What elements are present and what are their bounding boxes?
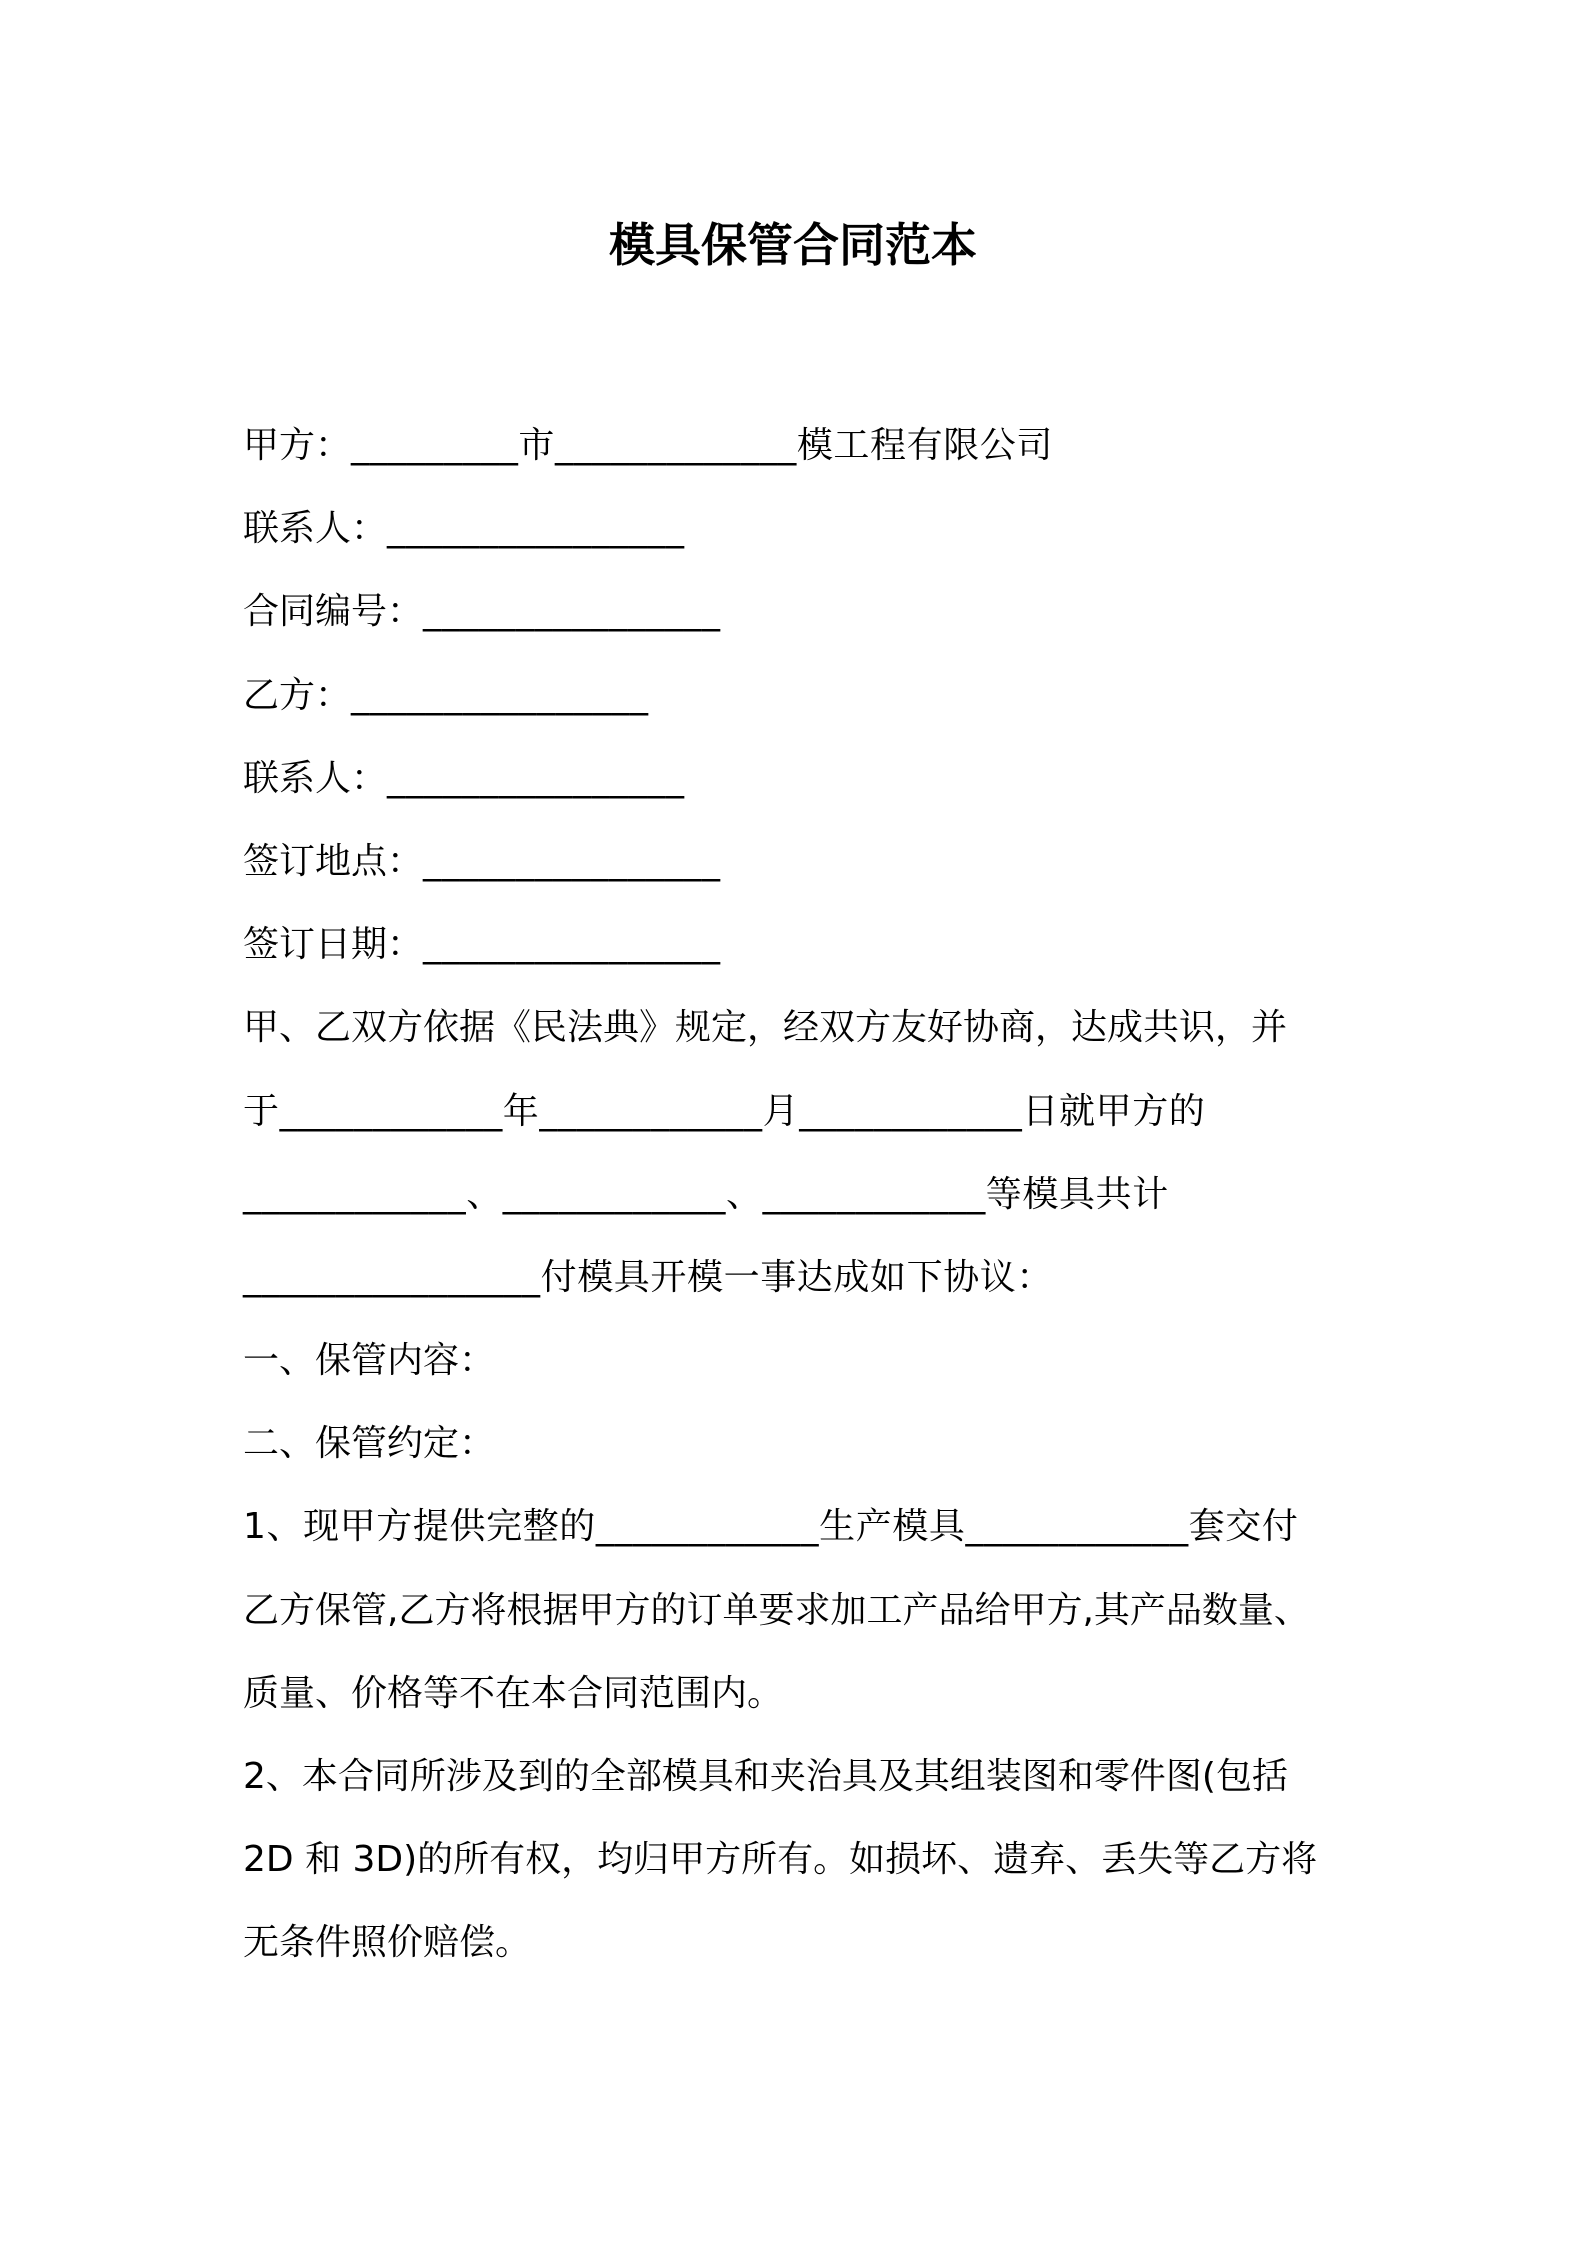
document-title: 模具保管合同范本 (609, 218, 977, 272)
field-label: 甲方： (243, 425, 352, 466)
field-value: _________市_____________模工程有限公司 (351, 425, 1054, 466)
preamble-line: ____________、____________、____________等模具共计 (243, 1173, 1169, 1215)
field-value: ________________ (387, 508, 685, 550)
field-label: 联系人： (243, 757, 388, 799)
preamble-line: ________________付模具开模一事达成如下协议： (243, 1256, 1053, 1298)
field-label: 合同编号： (243, 591, 424, 633)
signing-date-field (243, 903, 1353, 986)
field-label: 乙方： (243, 674, 352, 716)
section-heading-storage-terms: 二、保管约定： (243, 1423, 496, 1465)
field-label: 签订日期： (243, 924, 424, 966)
signing-place-field (243, 820, 1353, 903)
field-label: 联系人： (243, 508, 388, 550)
clause-1-line: 1、现甲方提供完整的____________生产模具____________套交付 (243, 1506, 1299, 1548)
party-a-contact-field (243, 487, 1353, 570)
section-heading-storage-content: 一、保管内容： (243, 1340, 496, 1382)
contract-number-field (243, 570, 1353, 653)
document-body (243, 404, 1353, 1985)
field-value: ________________ (387, 757, 685, 799)
clause-2-line: 2、本合同所涉及到的全部模具和夹治具及其组装图和零件图(包括 (243, 1756, 1288, 1797)
preamble-line: 甲、乙双方依据《民法典》规定，经双方友好协商，达成共识，并 (243, 1007, 1288, 1049)
field-value: ________________ (423, 591, 721, 633)
party-b-contact-field (243, 737, 1353, 820)
field-value: ________________ (423, 840, 721, 882)
party-b-field (243, 654, 1353, 737)
field-value: ________________ (351, 674, 649, 716)
clause-2-line: 2D 和 3D)的所有权，均归甲方所有。如损坏、遗弃、丢失等乙方将 (243, 1839, 1318, 1881)
party-a-field (243, 404, 1353, 487)
clause-1-line: 质量、价格等不在本合同范围内。 (243, 1672, 784, 1714)
field-value: ________________ (423, 924, 721, 966)
field-label: 签订地点： (243, 840, 424, 882)
clause-1-line: 乙方保管,乙方将根据甲方的订单要求加工产品给甲方,其产品数量、 (243, 1589, 1310, 1631)
preamble-line: 于____________年____________月____________日就甲方的 (243, 1090, 1206, 1132)
clause-2-line: 无条件照价赔偿。 (243, 1922, 532, 1964)
